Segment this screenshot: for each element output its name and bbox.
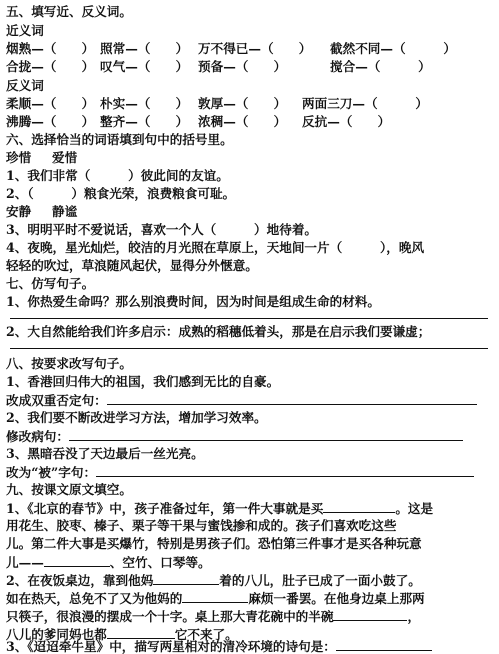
passage-9-3 xyxy=(6,638,432,654)
passage-text: ， xyxy=(407,609,421,624)
instruction-8-2 xyxy=(6,428,463,444)
antonym-item: 浓稠—（ ） xyxy=(198,114,287,129)
passage-text: 它不来了。 xyxy=(174,627,238,642)
instruction-label: 改为“被”字句： xyxy=(6,465,97,480)
answer-line[interactable] xyxy=(107,392,477,405)
passage-text: 着的八儿，肚子已成了一面小鼓了。 xyxy=(219,573,421,588)
antonym-row-2 xyxy=(6,114,390,129)
passage-text: 2、在夜饭桌边，靠到他妈 xyxy=(6,573,154,588)
question-7-1: 1、你热爱生命吗？那么别浪费时间，因为时间是组成生命的材料。 xyxy=(6,294,380,309)
question-6-4-line-1: 4、夜晚，星光灿烂，皎洁的月光照在草原上，天地间一片（ ），晚风 xyxy=(6,240,425,255)
answer-line[interactable] xyxy=(10,318,488,319)
question-6-3: 3、明明平时不爱说话，喜欢一个人（ ）地待着。 xyxy=(6,222,318,237)
answer-line[interactable] xyxy=(10,348,488,349)
passage-text: 只筷子，很浪漫的摆成一个十字。桌上那大青花碗中的半碗 xyxy=(6,609,334,624)
instruction-8-3 xyxy=(6,464,474,480)
word-pair-1 xyxy=(6,150,77,165)
synonym-item: 万不得已—（ ） xyxy=(198,41,312,56)
blank[interactable] xyxy=(323,500,395,513)
synonym-row-1 xyxy=(6,41,456,56)
passage-9-1-line-2: 用花生、胶枣、榛子、栗子等干果与蜜饯掺和成的。孩子们喜欢吃这些 xyxy=(6,518,397,533)
synonym-item: 叹气—（ ） xyxy=(100,59,189,74)
antonym-item: 柔顺—（ ） xyxy=(6,96,95,111)
antonym-item: 敦厚—（ ） xyxy=(198,96,287,111)
passage-text: 3、《迢迢牵牛星》中，描写两星相对的清冷环境的诗句是： xyxy=(6,639,336,654)
passage-9-1-line-1 xyxy=(6,500,433,516)
blank[interactable] xyxy=(44,554,110,567)
passage-text: 。这是 xyxy=(395,501,434,516)
antonym-row-1 xyxy=(6,96,428,111)
passage-9-1-line-4 xyxy=(6,554,211,570)
blank[interactable] xyxy=(336,638,432,651)
passage-9-1-line-3: 儿。第二件大事是买爆竹，特别是男孩子们。恐怕第三件事才是买各种玩意 xyxy=(6,536,422,551)
synonym-heading: 近义词 xyxy=(6,23,44,38)
synonym-item: 烟熟—（ ） xyxy=(6,41,95,56)
antonym-item: 两面三刀—（ ） xyxy=(302,96,428,111)
word-pair-2 xyxy=(6,204,77,219)
answer-line[interactable] xyxy=(96,464,474,477)
question-8-3: 3、黑暗吞没了天边最后一丝光亮。 xyxy=(6,446,204,461)
instruction-8-1 xyxy=(6,392,477,408)
passage-text: 八儿的爹同妈也都 xyxy=(6,627,107,642)
passage-text: 如在热天，总免不了又为他妈的 xyxy=(6,591,183,606)
synonym-item: 合拢—（ ） xyxy=(6,59,95,74)
question-7-2: 2、大自然能给我们许多启示：成熟的稻穗低着头，那是在启示我们要谦虚； xyxy=(6,324,431,339)
word-choice: 安静 xyxy=(6,204,32,219)
word-choice: 爱惜 xyxy=(52,150,78,165)
antonym-item: 沸腾—（ ） xyxy=(6,114,95,129)
question-8-2: 2、我们要不断改进学习方法，增加学习效率。 xyxy=(6,410,267,425)
instruction-label: 改成双重否定句： xyxy=(6,393,107,408)
instruction-label: 修改病句： xyxy=(6,429,69,444)
synonym-row-2 xyxy=(6,59,431,74)
section-7-title: 七、仿写句子。 xyxy=(6,276,95,291)
synonym-item: 预备—（ ） xyxy=(198,59,287,74)
section-5-title: 五、填写近、反义词。 xyxy=(6,4,132,19)
answer-line[interactable] xyxy=(69,428,463,441)
antonym-heading: 反义词 xyxy=(6,78,44,93)
passage-text: 儿—— xyxy=(6,555,44,570)
question-6-1: 1、我们非常（ ）彼此间的友谊。 xyxy=(6,168,229,183)
antonym-item: 整齐—（ ） xyxy=(100,114,189,129)
word-choice: 珍惜 xyxy=(6,150,32,165)
section-8-title: 八、按要求改写句子。 xyxy=(6,356,132,371)
blank[interactable] xyxy=(333,608,407,621)
passage-9-2-line-1 xyxy=(6,572,421,588)
synonym-item: 搅合—（ ） xyxy=(330,59,431,74)
antonym-item: 反抗—（ ） xyxy=(302,114,391,129)
passage-9-2-line-2 xyxy=(6,590,425,606)
question-6-4-line-2: 轻轻的吹过，草浪随风起伏，显得分外惬意。 xyxy=(6,258,258,273)
word-choice: 静谧 xyxy=(52,204,78,219)
passage-9-2-line-3 xyxy=(6,608,420,624)
synonym-item: 照常—（ ） xyxy=(100,41,189,56)
question-8-1: 1、香港回归伟大的祖国，我们感到无比的自豪。 xyxy=(6,374,280,389)
passage-text: 麻烦一番罢。在他身边桌上那两 xyxy=(248,591,425,606)
section-9-title: 九、按课文原文填空。 xyxy=(6,482,132,497)
synonym-item: 截然不同—（ ） xyxy=(330,41,456,56)
passage-text: 、空竹、口琴等。 xyxy=(109,555,211,570)
section-6-title: 六、选择恰当的词语填到句中的括号里。 xyxy=(6,132,233,147)
blank[interactable] xyxy=(182,590,248,603)
passage-text: 1、《北京的春节》中，孩子准备过年，第一件大事就是买 xyxy=(6,501,324,516)
question-6-2: 2、（ ）粮食光荣，浪费粮食可耻。 xyxy=(6,186,236,201)
antonym-item: 朴实—（ ） xyxy=(100,96,189,111)
blank[interactable] xyxy=(153,572,219,585)
